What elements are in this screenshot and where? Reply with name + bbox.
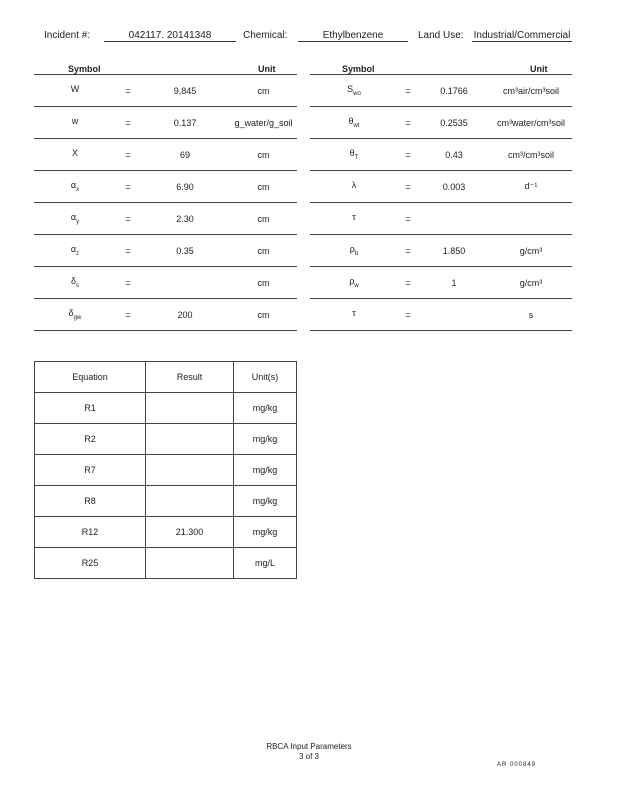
- land-use-value: Industrial/Commercial: [473, 30, 571, 41]
- right-param-unit: [490, 203, 572, 235]
- equation-name: R7: [35, 455, 146, 486]
- right-param-equals: =: [398, 107, 418, 139]
- right-symbol-header: Symbol: [342, 64, 375, 74]
- equation-result: [146, 548, 234, 579]
- left-param-row: [34, 299, 297, 331]
- left-param-symbol-subscript: y: [76, 218, 80, 225]
- left-param-row: [34, 75, 297, 107]
- right-param-equals: =: [398, 235, 418, 267]
- right-param-symbol-char: λ: [351, 180, 357, 191]
- document-stamp: AR 000849: [497, 762, 537, 768]
- left-param-row: [34, 203, 297, 235]
- equation-result: [146, 455, 234, 486]
- footer: [0, 742, 618, 762]
- left-parameter-table: [34, 74, 297, 331]
- left-param-symbol-subscript: gw: [73, 314, 82, 321]
- left-param-value: 69: [140, 139, 230, 171]
- right-param-row: [310, 299, 572, 331]
- right-param-symbol: [310, 75, 398, 107]
- left-param-symbol-char: X: [71, 148, 78, 159]
- left-param-row: [34, 139, 297, 171]
- right-param-symbol-char: ρ: [349, 244, 355, 255]
- equation-result: 21.300: [146, 517, 234, 548]
- chemical-label: Chemical:: [243, 30, 288, 41]
- right-param-row: [310, 75, 572, 107]
- left-param-symbol: [34, 235, 116, 267]
- left-param-unit: g_water/g_soil: [230, 107, 297, 139]
- equation-row: [35, 486, 297, 517]
- right-param-symbol-subscript: b: [354, 250, 359, 257]
- land-use-label: Land Use:: [418, 30, 464, 41]
- units-header: Unit(s): [234, 362, 297, 393]
- footer-page: 3 of 3: [298, 752, 319, 761]
- left-param-symbol: [34, 75, 116, 107]
- left-param-symbol-char: α: [70, 244, 77, 255]
- right-param-value: 0.1766: [418, 75, 490, 107]
- left-param-unit: cm: [230, 171, 297, 203]
- right-param-equals: =: [398, 267, 418, 299]
- left-param-symbol-char: δ: [68, 308, 74, 319]
- equation-unit: mg/kg: [234, 455, 297, 486]
- right-param-symbol-char: τ: [352, 212, 356, 223]
- right-param-equals: =: [398, 203, 418, 235]
- left-unit-header: Unit: [258, 64, 276, 74]
- left-param-value: 0.137: [140, 107, 230, 139]
- right-param-symbol: [310, 267, 398, 299]
- left-param-symbol-char: α: [70, 212, 77, 223]
- equation-name: R2: [35, 424, 146, 455]
- right-param-symbol-subscript: T: [354, 154, 359, 161]
- result-header: Result: [146, 362, 234, 393]
- left-param-unit: cm: [230, 139, 297, 171]
- right-param-unit: s: [490, 299, 572, 331]
- left-param-value: [140, 267, 230, 299]
- header-line: [0, 30, 618, 46]
- right-param-symbol: [310, 139, 398, 171]
- right-param-symbol-char: τ: [352, 308, 356, 319]
- incident-label: Incident #:: [44, 30, 91, 41]
- left-param-value: 200: [140, 299, 230, 331]
- chemical-value: Ethylbenzene: [298, 30, 408, 42]
- left-param-unit: cm: [230, 203, 297, 235]
- right-param-symbol-subscript: w: [354, 282, 359, 289]
- equation-result: [146, 424, 234, 455]
- equation-row: [35, 517, 297, 548]
- right-param-symbol-char: S: [347, 84, 354, 95]
- left-param-symbol: [34, 267, 116, 299]
- right-param-symbol: [310, 203, 398, 235]
- incident-value: 042117. 20141348: [104, 30, 236, 42]
- equation-name: R12: [35, 517, 146, 548]
- left-param-symbol: [34, 107, 116, 139]
- right-param-symbol: [310, 299, 398, 331]
- right-param-unit: cm³air/cm³soil: [490, 75, 572, 107]
- left-param-symbol-char: W: [70, 84, 80, 95]
- right-unit-header: Unit: [530, 64, 548, 74]
- right-param-equals: =: [398, 139, 418, 171]
- right-param-symbol-char: θ: [348, 116, 354, 127]
- right-param-value: [418, 299, 490, 331]
- right-param-row: [310, 139, 572, 171]
- right-param-equals: =: [398, 75, 418, 107]
- equation-result: [146, 393, 234, 424]
- left-param-value: 0.35: [140, 235, 230, 267]
- right-param-row: [310, 267, 572, 299]
- left-symbol-header: Symbol: [68, 64, 101, 74]
- equation-row: [35, 393, 297, 424]
- left-param-symbol: [34, 139, 116, 171]
- left-param-symbol: [34, 299, 116, 331]
- equation-header-row: [35, 362, 297, 393]
- right-param-unit: cm³/cm³soil: [490, 139, 572, 171]
- left-param-equals: =: [116, 75, 140, 107]
- right-param-value: 1: [418, 267, 490, 299]
- right-param-unit: d⁻¹: [490, 171, 572, 203]
- left-param-row: [34, 235, 297, 267]
- left-param-equals: =: [116, 139, 140, 171]
- left-param-value: 6.90: [140, 171, 230, 203]
- left-param-equals: =: [116, 107, 140, 139]
- right-param-row: [310, 107, 572, 139]
- right-param-value: 0.2535: [418, 107, 490, 139]
- right-param-row: [310, 171, 572, 203]
- left-param-equals: =: [116, 203, 140, 235]
- equation-name: R1: [35, 393, 146, 424]
- equation-unit: mg/kg: [234, 424, 297, 455]
- left-param-unit: cm: [230, 267, 297, 299]
- equation-table: [34, 361, 297, 579]
- right-param-value: 0.43: [418, 139, 490, 171]
- right-param-value: 0.003: [418, 171, 490, 203]
- left-param-equals: =: [116, 171, 140, 203]
- right-param-unit: g/cm³: [490, 267, 572, 299]
- equation-unit: mg/L: [234, 548, 297, 579]
- right-param-symbol-char: θ: [349, 148, 355, 159]
- equation-row: [35, 455, 297, 486]
- equation-unit: mg/kg: [234, 486, 297, 517]
- equation-name: R25: [35, 548, 146, 579]
- right-param-value: 1.850: [418, 235, 490, 267]
- left-param-symbol: [34, 171, 116, 203]
- left-param-symbol-char: w: [71, 116, 79, 127]
- equation-unit: mg/kg: [234, 393, 297, 424]
- right-param-equals: =: [398, 171, 418, 203]
- left-param-symbol-subscript: z: [76, 250, 80, 257]
- right-param-row: [310, 203, 572, 235]
- right-param-unit: g/cm³: [490, 235, 572, 267]
- left-param-equals: =: [116, 235, 140, 267]
- equation-header: Equation: [35, 362, 146, 393]
- left-param-symbol-char: δ: [70, 276, 76, 287]
- equation-name: R8: [35, 486, 146, 517]
- right-param-symbol-subscript: wt: [353, 122, 360, 129]
- left-param-symbol-subscript: s: [76, 282, 79, 289]
- right-param-row: [310, 235, 572, 267]
- left-param-row: [34, 171, 297, 203]
- left-param-equals: =: [116, 299, 140, 331]
- right-param-symbol: [310, 171, 398, 203]
- equation-unit: mg/kg: [234, 517, 297, 548]
- left-param-unit: cm: [230, 75, 297, 107]
- left-param-value: 9,845: [140, 75, 230, 107]
- equation-result: [146, 486, 234, 517]
- left-param-symbol-char: α: [70, 180, 77, 191]
- left-param-value: 2.30: [140, 203, 230, 235]
- footer-title: RBCA Input Parameters: [266, 742, 352, 751]
- right-param-symbol-subscript: wo: [353, 90, 361, 97]
- right-param-value: [418, 203, 490, 235]
- right-parameter-table: [310, 74, 572, 331]
- left-param-row: [34, 267, 297, 299]
- right-param-symbol: [310, 235, 398, 267]
- equation-row: [35, 548, 297, 579]
- left-param-unit: cm: [230, 299, 297, 331]
- left-param-equals: =: [116, 267, 140, 299]
- right-param-equals: =: [398, 299, 418, 331]
- right-param-symbol-char: ρ: [349, 276, 355, 287]
- equation-row: [35, 424, 297, 455]
- left-param-unit: cm: [230, 235, 297, 267]
- right-param-symbol: [310, 107, 398, 139]
- right-param-unit: cm³water/cm³soil: [490, 107, 572, 139]
- left-param-symbol: [34, 203, 116, 235]
- left-param-row: [34, 107, 297, 139]
- left-param-symbol-subscript: x: [76, 186, 80, 193]
